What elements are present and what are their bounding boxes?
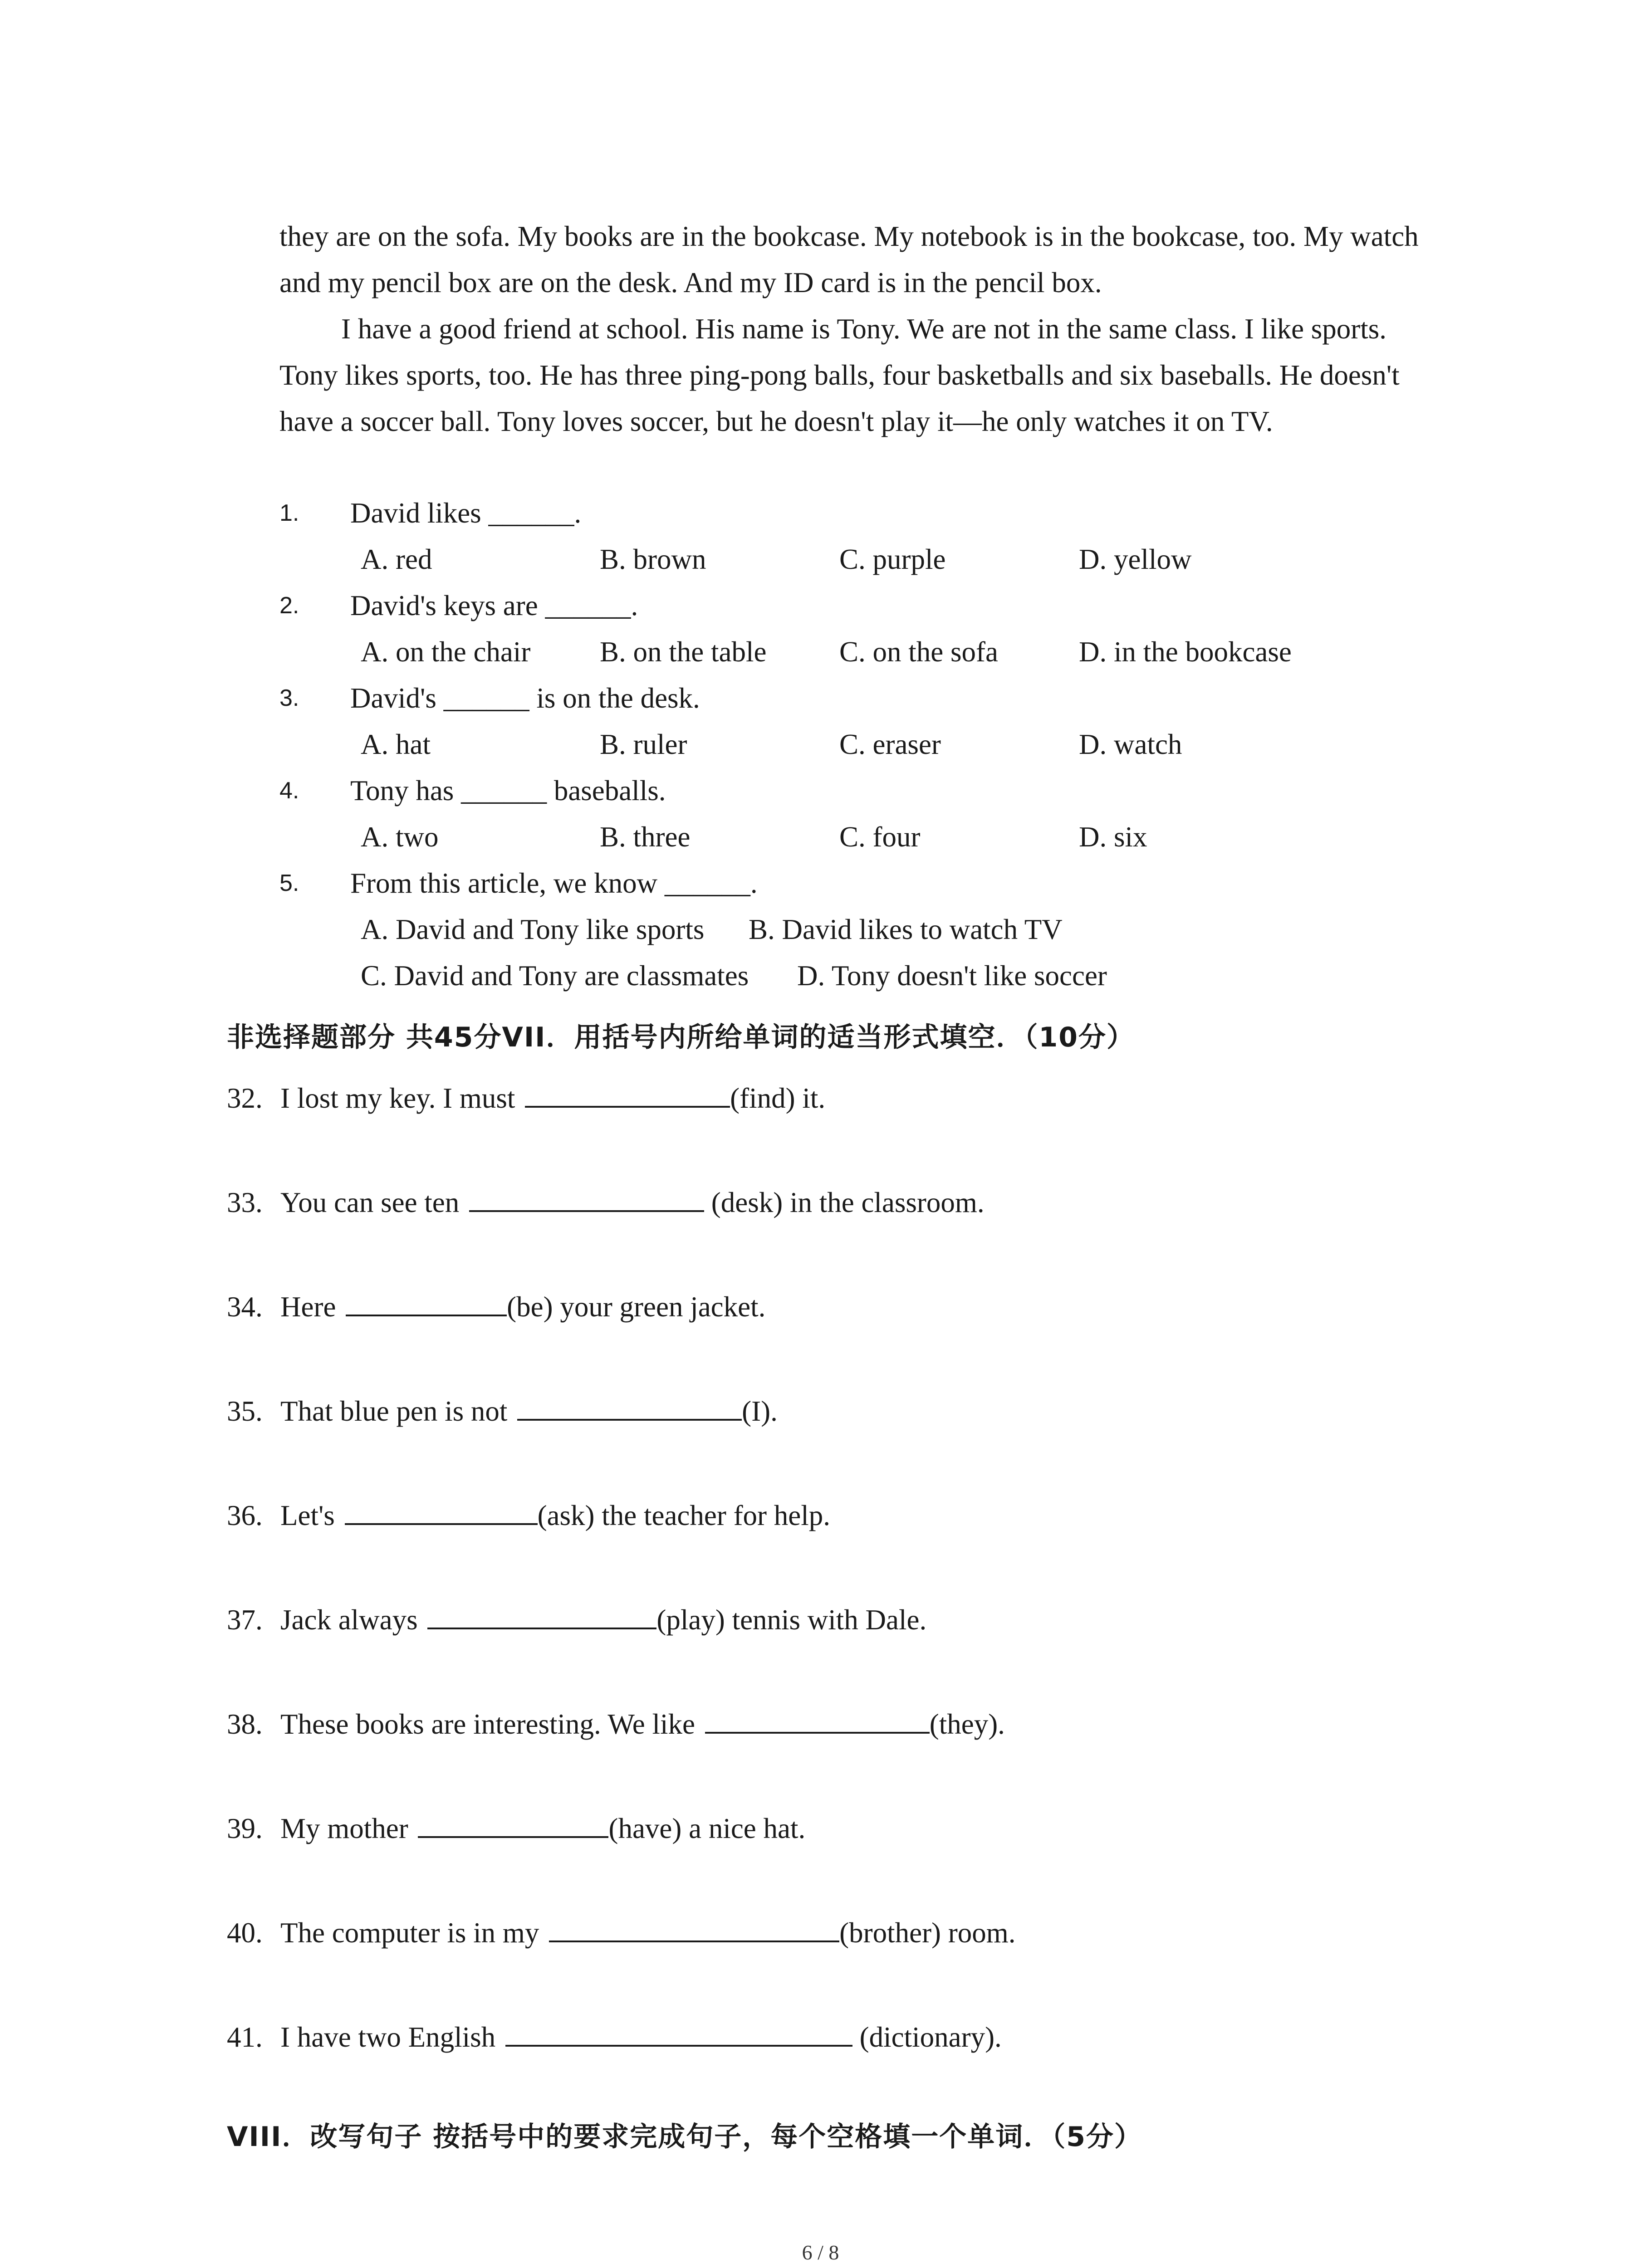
question-number: 41. bbox=[227, 2021, 263, 2053]
question-text-before: Jack always bbox=[280, 1604, 425, 1636]
question-text-before: Here bbox=[280, 1291, 343, 1323]
question-text-before: The computer is in my bbox=[280, 1917, 547, 1949]
answer-blank[interactable] bbox=[705, 1705, 930, 1734]
option-b: B. David likes to watch TV bbox=[749, 914, 1063, 945]
answer-blank[interactable] bbox=[346, 1287, 507, 1316]
question-stem: Tony has ______ baseballs. bbox=[350, 775, 666, 807]
answer-blank[interactable] bbox=[549, 1913, 839, 1942]
answer-blank[interactable] bbox=[427, 1600, 656, 1629]
question-text-after: (have) a nice hat. bbox=[608, 1813, 806, 1844]
question-text-after: (ask) the teacher for help. bbox=[537, 1500, 830, 1531]
question-stem: David's keys are ______. bbox=[350, 590, 638, 621]
question-stem: From this article, we know ______. bbox=[350, 867, 758, 899]
question-text-before: These books are interesting. We like bbox=[280, 1708, 702, 1740]
answer-blank[interactable] bbox=[505, 2018, 852, 2047]
question-stem: David's ______ is on the desk. bbox=[350, 682, 700, 714]
question-number: 2. bbox=[279, 592, 299, 619]
answer-blank[interactable] bbox=[418, 1809, 608, 1838]
question-number: 5. bbox=[279, 870, 299, 896]
option-d: D. Tony doesn't like soccer bbox=[797, 960, 1107, 992]
question-text-after: (dictionary). bbox=[852, 2021, 1002, 2053]
fill-question bbox=[227, 1910, 1016, 1956]
option-a: A. red bbox=[361, 543, 432, 575]
fill-question bbox=[227, 1179, 985, 1226]
question-text-before: You can see ten bbox=[280, 1187, 467, 1218]
question-number: 35. bbox=[227, 1395, 263, 1427]
question-text-after: (they). bbox=[929, 1708, 1005, 1740]
question-number: 1. bbox=[279, 500, 299, 526]
question-text-after: (brother) room. bbox=[839, 1917, 1016, 1949]
option-c: C. purple bbox=[839, 543, 946, 575]
fill-question bbox=[227, 1284, 765, 1330]
option-a: A. on the chair bbox=[361, 636, 531, 668]
fill-question bbox=[227, 2014, 1002, 2060]
fill-question bbox=[227, 1805, 805, 1852]
passage-paragraph-2: I have a good friend at school. His name is Tony. We are not in the same class. I like sports. Tony likes sports, too. He has three ping-pong balls, four basketballs and six baseballs. He doesn't have a soccer ball. Tony loves soccer, but he doesn't play it—he only watches it on TV. bbox=[279, 313, 1400, 437]
option-c: C. David and Tony are classmates bbox=[361, 960, 749, 992]
question-number: 37. bbox=[227, 1604, 263, 1636]
question-number: 32. bbox=[227, 1082, 263, 1114]
question-number: 36. bbox=[227, 1500, 263, 1531]
fill-question bbox=[227, 1388, 778, 1434]
option-a: A. David and Tony like sports bbox=[361, 914, 705, 945]
passage-paragraph-1-continued: they are on the sofa. My books are in the bookcase. My notebook is in the bookcase, too. My watch and my pencil box are on the desk. And my ID card is in the pencil box. bbox=[279, 220, 1419, 298]
answer-blank[interactable] bbox=[517, 1392, 742, 1421]
fill-question bbox=[227, 1075, 825, 1121]
question-stem: David likes ______. bbox=[350, 497, 582, 529]
question-number: 3. bbox=[279, 685, 299, 711]
question-number: 34. bbox=[227, 1291, 263, 1323]
question-text-before: Let's bbox=[280, 1500, 342, 1531]
option-d: D. watch bbox=[1079, 728, 1182, 760]
option-c: C. four bbox=[839, 821, 921, 853]
question-text-before: My mother bbox=[280, 1813, 416, 1844]
option-c: C. on the sofa bbox=[839, 636, 998, 668]
question-text-after: (I). bbox=[742, 1395, 778, 1427]
option-b: B. ruler bbox=[600, 728, 687, 760]
question-number: 33. bbox=[227, 1187, 263, 1218]
option-b: B. on the table bbox=[600, 636, 767, 668]
question-text-before: That blue pen is not bbox=[280, 1395, 515, 1427]
question-text-after: (desk) in the classroom. bbox=[704, 1187, 985, 1218]
option-d: D. yellow bbox=[1079, 543, 1192, 575]
question-number: 38. bbox=[227, 1708, 263, 1740]
answer-blank[interactable] bbox=[345, 1496, 538, 1525]
option-b: B. brown bbox=[600, 543, 706, 575]
question-text-after: (find) it. bbox=[730, 1082, 826, 1114]
fill-question bbox=[227, 1701, 1005, 1747]
option-a: A. hat bbox=[361, 728, 431, 760]
option-d: D. six bbox=[1079, 821, 1147, 853]
answer-blank[interactable] bbox=[469, 1183, 704, 1212]
fill-question bbox=[227, 1492, 830, 1539]
option-a: A. two bbox=[361, 821, 439, 853]
section-8-heading: VIII．改写句子 按括号中的要求完成句子，每个空格填一个单词．（5分） bbox=[227, 2121, 1143, 2153]
option-c: C. eraser bbox=[839, 728, 941, 760]
question-text-before: I lost my key. I must bbox=[280, 1082, 523, 1114]
question-number: 39. bbox=[227, 1813, 263, 1844]
question-number: 40. bbox=[227, 1917, 263, 1949]
answer-blank[interactable] bbox=[525, 1079, 730, 1108]
option-d: D. in the bookcase bbox=[1079, 636, 1292, 668]
question-text-after: (play) tennis with Dale. bbox=[656, 1604, 927, 1636]
fill-question bbox=[227, 1597, 926, 1643]
question-number: 4. bbox=[279, 777, 299, 804]
question-text-before: I have two English bbox=[280, 2021, 503, 2053]
section-7-heading: 非选择题部分 共45分VII．用括号内所给单词的适当形式填空．（10分） bbox=[227, 1022, 1135, 1053]
option-b: B. three bbox=[600, 821, 691, 853]
page-number: 6 / 8 bbox=[802, 2241, 839, 2264]
question-text-after: (be) your green jacket. bbox=[507, 1291, 766, 1323]
